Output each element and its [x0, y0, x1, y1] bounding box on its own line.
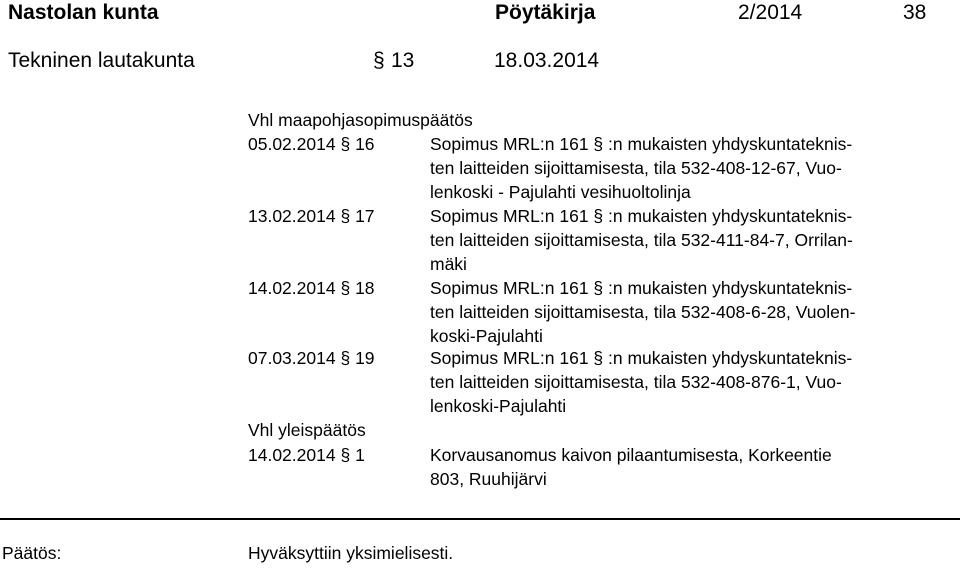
protocol-number: 2/2014: [738, 1, 803, 24]
entry-section: 1: [355, 445, 365, 465]
entry-section: 17: [355, 206, 375, 226]
section-sign: §: [373, 49, 385, 72]
entry-date: 13.02.2014: [248, 206, 336, 226]
entry-text: Sopimus MRL:n 161 § :n mukaisten yhdyskuntateknis- ten laitteiden sijoittamisesta, tila 532-408-6-28, Vuolen- koski-Pajulahti: [430, 278, 856, 346]
entry-section: 18: [355, 278, 375, 298]
entry-date: 14.02.2014: [248, 278, 336, 298]
organization-name: Nastolan kunta: [8, 1, 159, 24]
entry-section: 16: [355, 134, 375, 154]
group-title: Vhl yleispäätös: [248, 420, 366, 440]
list-item: [248, 276, 938, 348]
entry-text: Sopimus MRL:n 161 § :n mukaisten yhdyskuntateknis- ten laitteiden sijoittamisesta, tila 532-411-84-7, Orrilan- mäki: [430, 206, 853, 274]
list-item: [248, 443, 938, 491]
committee-name: Tekninen lautakunta: [8, 49, 195, 72]
section-sign: §: [340, 445, 351, 465]
section-sign: §: [340, 348, 351, 368]
entry-date: 05.02.2014: [248, 134, 336, 154]
list-item: [248, 346, 938, 418]
document-type: Pöytäkirja: [495, 1, 596, 24]
meeting-date: 18.03.2014: [494, 49, 600, 72]
entry-text: Sopimus MRL:n 161 § :n mukaisten yhdyskuntateknis- ten laitteiden sijoittamisesta, tila 532-408-12-67, Vuo- lenkoski - Pajulahti vesihuoltolinja: [430, 134, 853, 202]
section-number: 13: [391, 49, 415, 72]
section-sign: §: [340, 278, 351, 298]
section-sign: §: [340, 134, 351, 154]
entry-date: 14.02.2014: [248, 445, 336, 465]
group-title: Vhl maapohjasopimuspäätös: [248, 110, 473, 130]
entry-text: Sopimus MRL:n 161 § :n mukaisten yhdyskuntateknis- ten laitteiden sijoittamisesta, tila 532-408-876-1, Vuo- lenkoski-Pajulahti: [430, 348, 853, 416]
decision-label: Päätös:: [2, 543, 62, 563]
decision-text: Hyväksyttiin yksimielisesti.: [248, 543, 454, 563]
list-item: [248, 204, 938, 276]
entry-date: 07.03.2014: [248, 348, 336, 368]
section-sign: §: [340, 206, 351, 226]
entry-section: 19: [355, 348, 375, 368]
list-item: [248, 132, 938, 204]
entry-text: Korvausanomus kaivon pilaantumisesta, Korkeentie 803, Ruuhijärvi: [430, 445, 832, 489]
page-number: 38: [903, 1, 927, 24]
divider: [0, 518, 960, 520]
